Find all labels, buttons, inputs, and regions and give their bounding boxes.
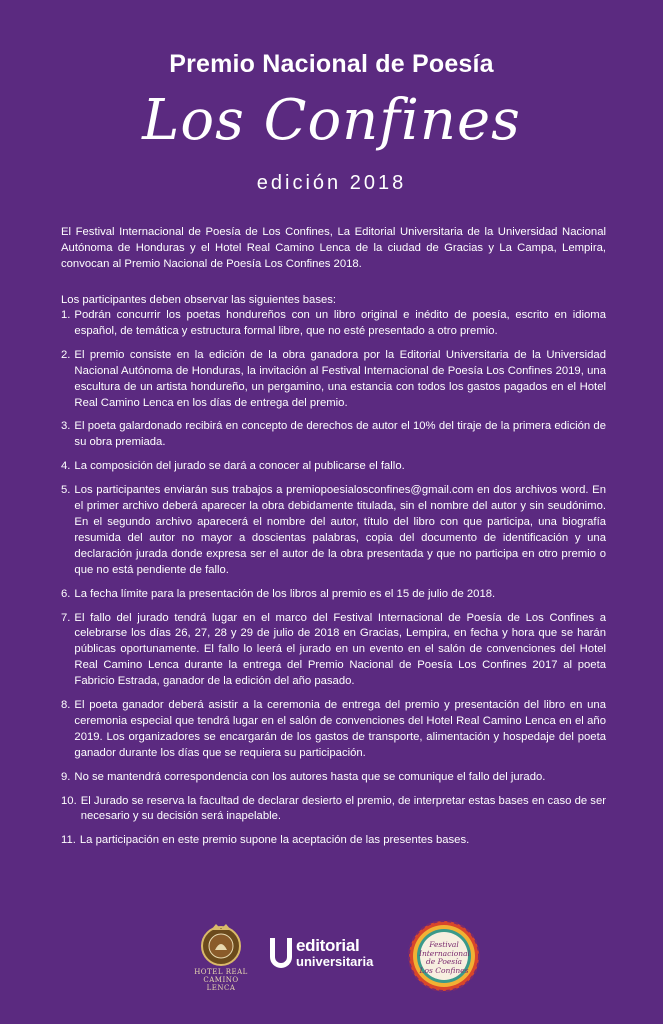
intro-paragraph: El Festival Internacional de Poesía de Los Confines, La Editorial Universitaria de la Universidad Nacional Autónoma de Honduras y el Hotel Real Camino Lenca de la ciudad de Gracias y La Campa, Lempira, convocan al Premio Nacional de Poesía Los Confines 2018. [61,226,606,270]
item-number: 4. [61,460,71,473]
bases-list [61,308,606,857]
hotel-logo [188,922,254,994]
list-item [61,419,606,451]
item-number: 1. [61,309,71,321]
item-text: Los participantes enviarán sus trabajos a premiopoesialosconfines@gmail.com en dos archivos word. En el primer archivo deberá aparecer la obra debidamente titulada, sin el nombre del autor y sin seudónimo. En el segundo archivo aparecerá el nombre del autor, título del libro con que participa, una biografía resumida del autor no mayor a doscientas palabras, copia del documento de identificación y una declaración jurada donde expresa ser el autor de la obra presentada y que no participa en otro premio o que no está pendiente de fallo. [74,484,606,576]
festival-logo-text: Festival Internacional de Poesía Los Confines [419,940,470,975]
item-text: La fecha límite para la presentación de los libros al premio es el 15 de julio de 2018. [74,587,496,600]
list-item [61,483,606,578]
bases-heading: Los participantes deben observar las siguientes bases: [61,294,337,306]
item-number: 9. [61,770,71,783]
hotel-name-line2: CAMINO LENCA [203,976,239,992]
item-text: La composición del jurado se dará a conocer al publicarse el fallo. [74,460,405,473]
item-number: 2. [61,348,71,361]
item-number: 8. [61,699,71,712]
hotel-crest-icon [198,922,244,968]
sponsor-logos [0,916,663,1006]
item-number: 10. [61,794,77,807]
list-item [61,794,606,826]
editorial-name: editorial [296,936,360,955]
list-item [61,770,606,786]
editorial-u-icon [270,938,292,968]
page-title: Premio Nacional de Poesía [169,50,494,78]
item-text: La participación en este premio supone la aceptación de las presentes bases. [79,834,470,847]
list-item [61,348,606,412]
list-item [61,308,606,340]
editorial-logo [270,934,400,974]
item-text: No se mantendrá correspondencia con los autores hasta que se comunique el fallo del jurado. [74,770,546,783]
list-item [61,698,606,762]
hotel-name-line1: HOTEL REAL [194,968,248,976]
editorial-subname: universitaria [296,954,374,969]
festival-logo [407,919,481,993]
list-item [61,587,606,603]
item-number: 11. [61,834,76,847]
item-text: El premio consiste en la edición de la obra ganadora por la Editorial Universitaria de la Universidad Nacional Autónoma de Honduras, la invitación al Festival Internacional de Poesía Los Confines 2019, una escultura de un artista hondureño, un pergamino, una estancia con todos los gastos pagados en el Hotel Real Camino Lenca en los días de entrega del premio. [74,348,606,409]
item-number: 3. [61,420,71,433]
item-number: 6. [61,587,71,600]
item-text: El Jurado se reserva la facultad de declarar desierto el premio, de interpretar estas bases en caso de ser necesario y su decisión será inapelable. [80,794,606,823]
list-item [61,459,606,475]
item-text: El poeta galardonado recibirá en concepto de derechos de autor el 10% del tiraje de la primera edición de su obra premiada. [74,420,606,449]
item-text: Podrán concurrir los poetas hondureños con un libro original e inédito de poesía, escrito en idioma español, de temática y estructura formal libre, que no esté presentado a otro premio. [74,309,606,337]
list-item [61,833,606,849]
item-text: El poeta ganador deberá asistir a la ceremonia de entrega del premio y presentación del libro en una ceremonia especial que tendrá lugar en el salón de convenciones del Hotel Real Camino Lenca en el año 2019. Los organizadores se encargarán de los gastos de transporte, alimentación y hospedaje del poeta ganador durante los días que se requiera su participación. [74,699,606,759]
list-item [61,611,606,691]
item-text: El fallo del jurado tendrá lugar en el marco del Festival Internacional de Poesía de Los Confines a celebrarse los días 26, 27, 28 y 29 de julio de 2018 en Gracias, Lempira, en fecha y hora que se harán públicas oportunamente. El fallo lo leerá el jurado en un evento en el salón de convenciones del Hotel Real Camino Lenca durante la entrega del Premio Nacional de Poesía Los Confines 2017 al poeta Fabricio Estrada, ganador de la edición del año pasado. [74,611,606,688]
item-number: 7. [61,611,71,624]
script-title: Los Confines [142,88,521,153]
item-number: 5. [61,484,71,497]
edition-label: edición 2018 [256,172,407,194]
